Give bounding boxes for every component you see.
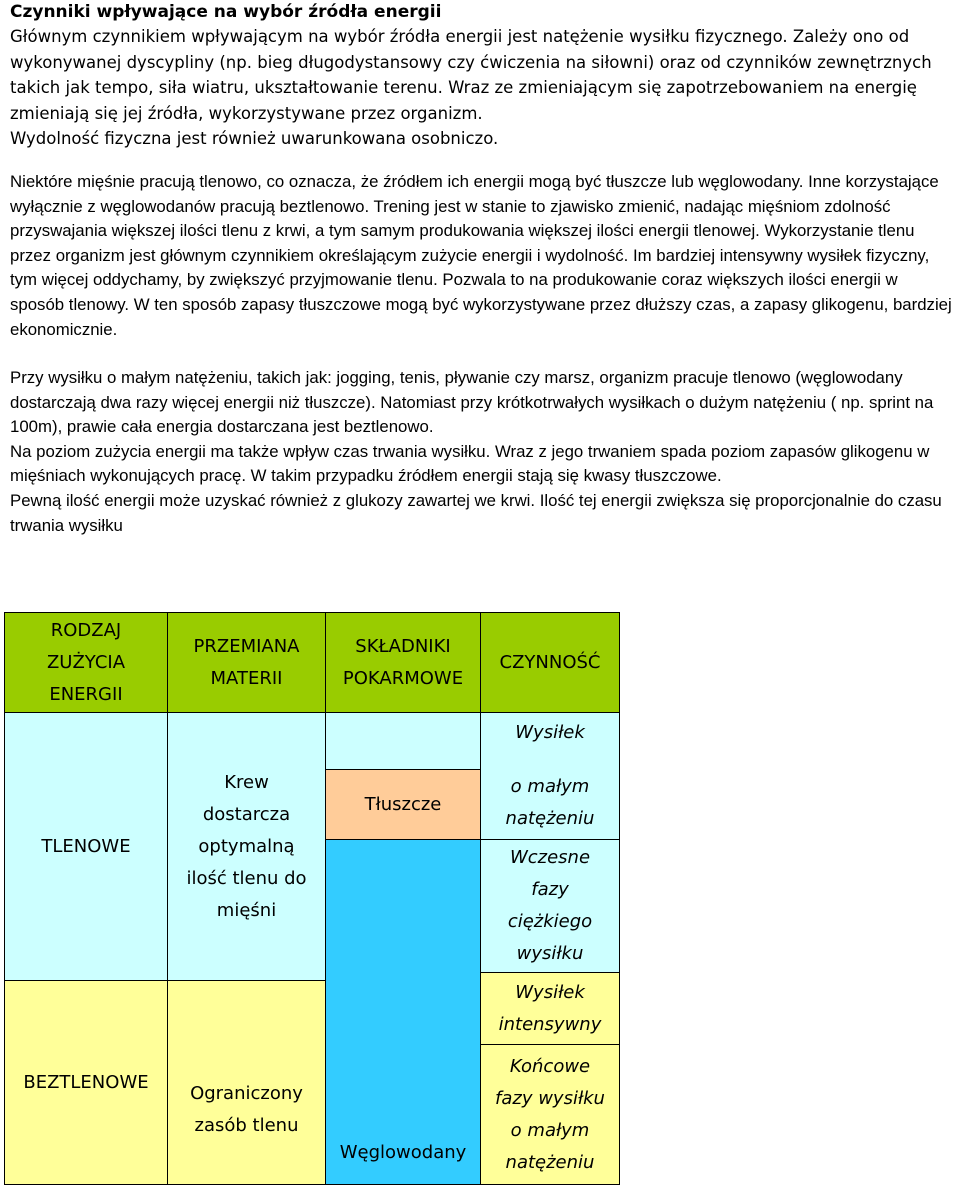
activity-low-intensity: Wysiłek o małym natężeniu: [481, 713, 620, 840]
nutrient-fats: Tłuszcze: [326, 770, 481, 840]
nutrient-carbs: Węglowodany: [326, 840, 481, 1185]
activity-final-phases: Końcowe fazy wysiłku o małym natężeniu: [481, 1045, 620, 1185]
muscles-paragraph: Niektóre mięśnie pracują tlenowo, co oznacza, że źródłem ich energii mogą być tłuszcze lub węglowodany. Inne korzystające wyłącznie z węglowodanów pracują beztlenowo. Trening jest w stanie to zjawisko zmienić, nadając mięśniom zdolność przyswajania większej ilości tlenu z krwi, a tym samym produkowania większej ilości energii tlenowej. Wykorzystanie tlenu przez organizm jest głównym czynnikiem określającym zużycie energii i wydolność. Im bardziej intensywny wysiłek fizyczny, tym więcej oddychamy, by zwiększyć przyjmowanie tlenu. Pozwala to na produkowanie coraz większych ilości energii w sposób tlenowy. W ten sposób zapasy tłuszczowe mogą być wykorzystywane przez dłuższy czas, a zapasy glikogenu, bardziej ekonomicznie.: [10, 172, 952, 339]
page-title: Czynniki wpływające na wybór źródła energii: [10, 2, 442, 22]
header-activity: CZYNNOŚĆ: [481, 613, 620, 713]
nutrients-blank: [326, 713, 481, 770]
intro-paragraph: Głównym czynnikiem wpływającym na wybór źródła energii jest natężenie wysiłku fizycznego. Zależy ono od wykonywanej dyscypliny (np. bieg długodystansowy czy ćwiczenia na siłowni) oraz od czynników zewnętrznych takich jak tempo, siła wiatru, ukształtowanie terenu. Wraz ze zmieniającym się zapotrzebowaniem na energię zmieniają się jej źródła, wykorzystywane przez organizm.: [10, 27, 932, 123]
effort-paragraph-3: Pewną ilość energii może uzyskać również z glukozy zawartej we krwi. Ilość tej energii zwiększa się proporcjonalnie do czasu trwania wysiłku: [10, 490, 942, 535]
intro-paragraph-2: Wydolność fizyczna jest również uwarunkowana osobniczo.: [10, 129, 499, 149]
effort-paragraph-1: Przy wysiłku o małym natężeniu, takich jak: jogging, tenis, pływanie czy marsz, organizm pracuje tlenowo (węglowodany dostarczają dwa razy więcej energii niż tłuszcze). Natomiast przy krótkotrwałych wysiłkach o dużym natężeniu ( np. sprint na 100m), prawie cała energia dostarczana jest beztlenowo.: [10, 368, 934, 437]
activity-intense: Wysiłek intensywny: [481, 973, 620, 1045]
table-header-row: [5, 613, 620, 713]
effort-section: [10, 366, 955, 538]
anaerobic-conversion: Ograniczony zasób tlenu: [168, 981, 326, 1185]
header-conversion: PRZEMIANA MATERII: [168, 613, 326, 713]
effort-paragraph-2: Na poziom zużycia energii ma także wpływ czas trwania wysiłku. Wraz z jego trwaniem spada poziom zapasów glikogenu w mięśniach wykonujących pracę. W takim przypadku źródłem energii stają się kwasy tłuszczowe.: [10, 441, 930, 486]
table-row: [5, 713, 620, 770]
energy-table: [4, 612, 620, 1185]
header-nutrients: SKŁADNIKI POKARMOWE: [326, 613, 481, 713]
aerobic-conversion: Krew dostarcza optymalną ilość tlenu do mięśni: [168, 713, 326, 981]
muscles-section: [10, 170, 955, 342]
aerobic-label: TLENOWE: [5, 713, 168, 981]
anaerobic-label: BEZTLENOWE: [5, 981, 168, 1185]
intro-section: [10, 0, 950, 152]
activity-early-phases: Wczesne fazy ciężkiego wysiłku: [481, 840, 620, 973]
header-energy-type: RODZAJ ZUŻYCIA ENERGII: [5, 613, 168, 713]
